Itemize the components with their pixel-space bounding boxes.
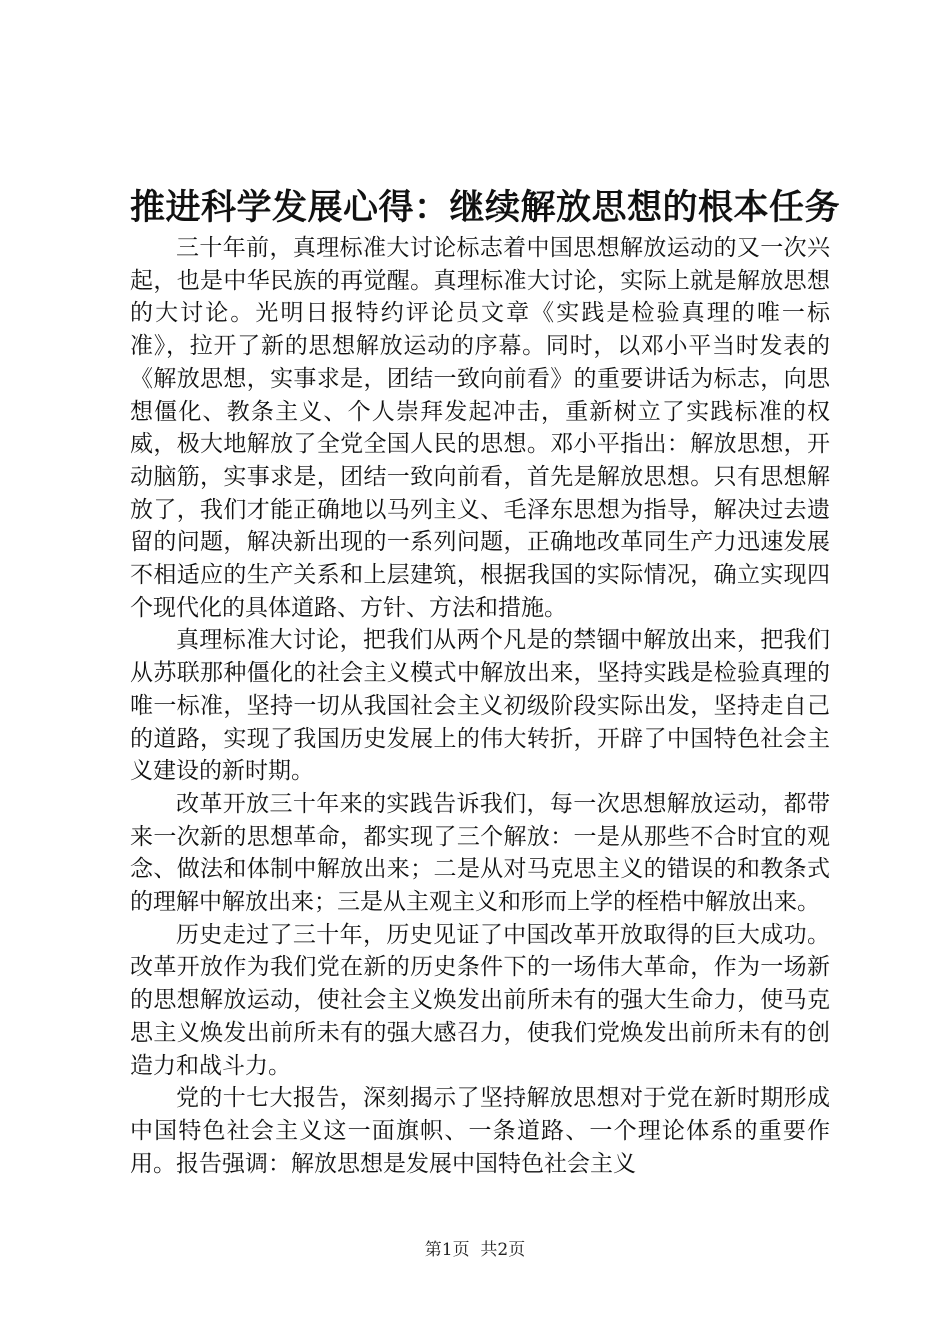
paragraph-3: 改革开放三十年来的实践告诉我们，每一次思想解放运动，都带来一次新的思想革命，都实现了三个解放：一是从那些不合时宜的观念、做法和体制中解放出来；二是从对马克思主义的错误的和教条式的理解中解放出来；三是从主观主义和形而上学的桎梏中解放出来。 — [130, 790, 830, 916]
page-number: 第1页 共2页 — [424, 1240, 526, 1260]
paragraph-4: 历史走过了三十年，历史见证了中国改革开放取得的巨大成功。改革开放作为我们党在新的历史条件下的一场伟大革命，作为一场新的思想解放运动，使社会主义焕发出前所未有的强大生命力，使马克思主义焕发出前所未有的强大感召力，使我们党焕发出前所未有的创造力和战斗力。 — [130, 921, 830, 1079]
paragraph-2: 真理标准大讨论，把我们从两个凡是的禁锢中解放出来，把我们从苏联那种僵化的社会主义模式中解放出来，坚持实践是检验真理的唯一标准，坚持一切从我国社会主义初级阶段实际出发，坚持走自己的道路，实现了我国历史发展上的伟大转折，开辟了中国特色社会主义建设的新时期。 — [130, 627, 830, 785]
document-title: 推进科学发展心得：继续解放思想的根本任务 — [130, 188, 841, 228]
page-footer — [0, 1238, 950, 1262]
document-body — [130, 232, 830, 1180]
paragraph-5: 党的十七大报告，深刻揭示了坚持解放思想对于党在新时期形成中国特色社会主义这一面旗帜、一条道路、一个理论体系的重要作用。报告强调：解放思想是发展中国特色社会主义 — [130, 1085, 830, 1177]
paragraph-1: 三十年前，真理标准大讨论标志着中国思想解放运动的又一次兴起，也是中华民族的再觉醒。真理标准大讨论，实际上就是解放思想的大讨论。光明日报特约评论员文章《实践是检验真理的唯一标准》，拉开了新的思想解放运动的序幕。同时，以邓小平当时发表的《解放思想，实事求是，团结一致向前看》的重要讲话为标志，向思想僵化、教条主义、个人崇拜发起冲击，重新树立了实践标准的权威，极大地解放了全党全国人民的思想。邓小平指出：解放思想，开动脑筋，实事求是，团结一致向前看，首先是解放思想。只有思想解放了，我们才能正确地以马列主义、毛泽东思想为指导，解决过去遗留的问题，解决新出现的一系列问题，正确地改革同生产力迅速发展不相适应的生产关系和上层建筑，根据我国的实际情况，确立实现四个现代化的具体道路、方针、方法和措施。 — [130, 235, 830, 621]
